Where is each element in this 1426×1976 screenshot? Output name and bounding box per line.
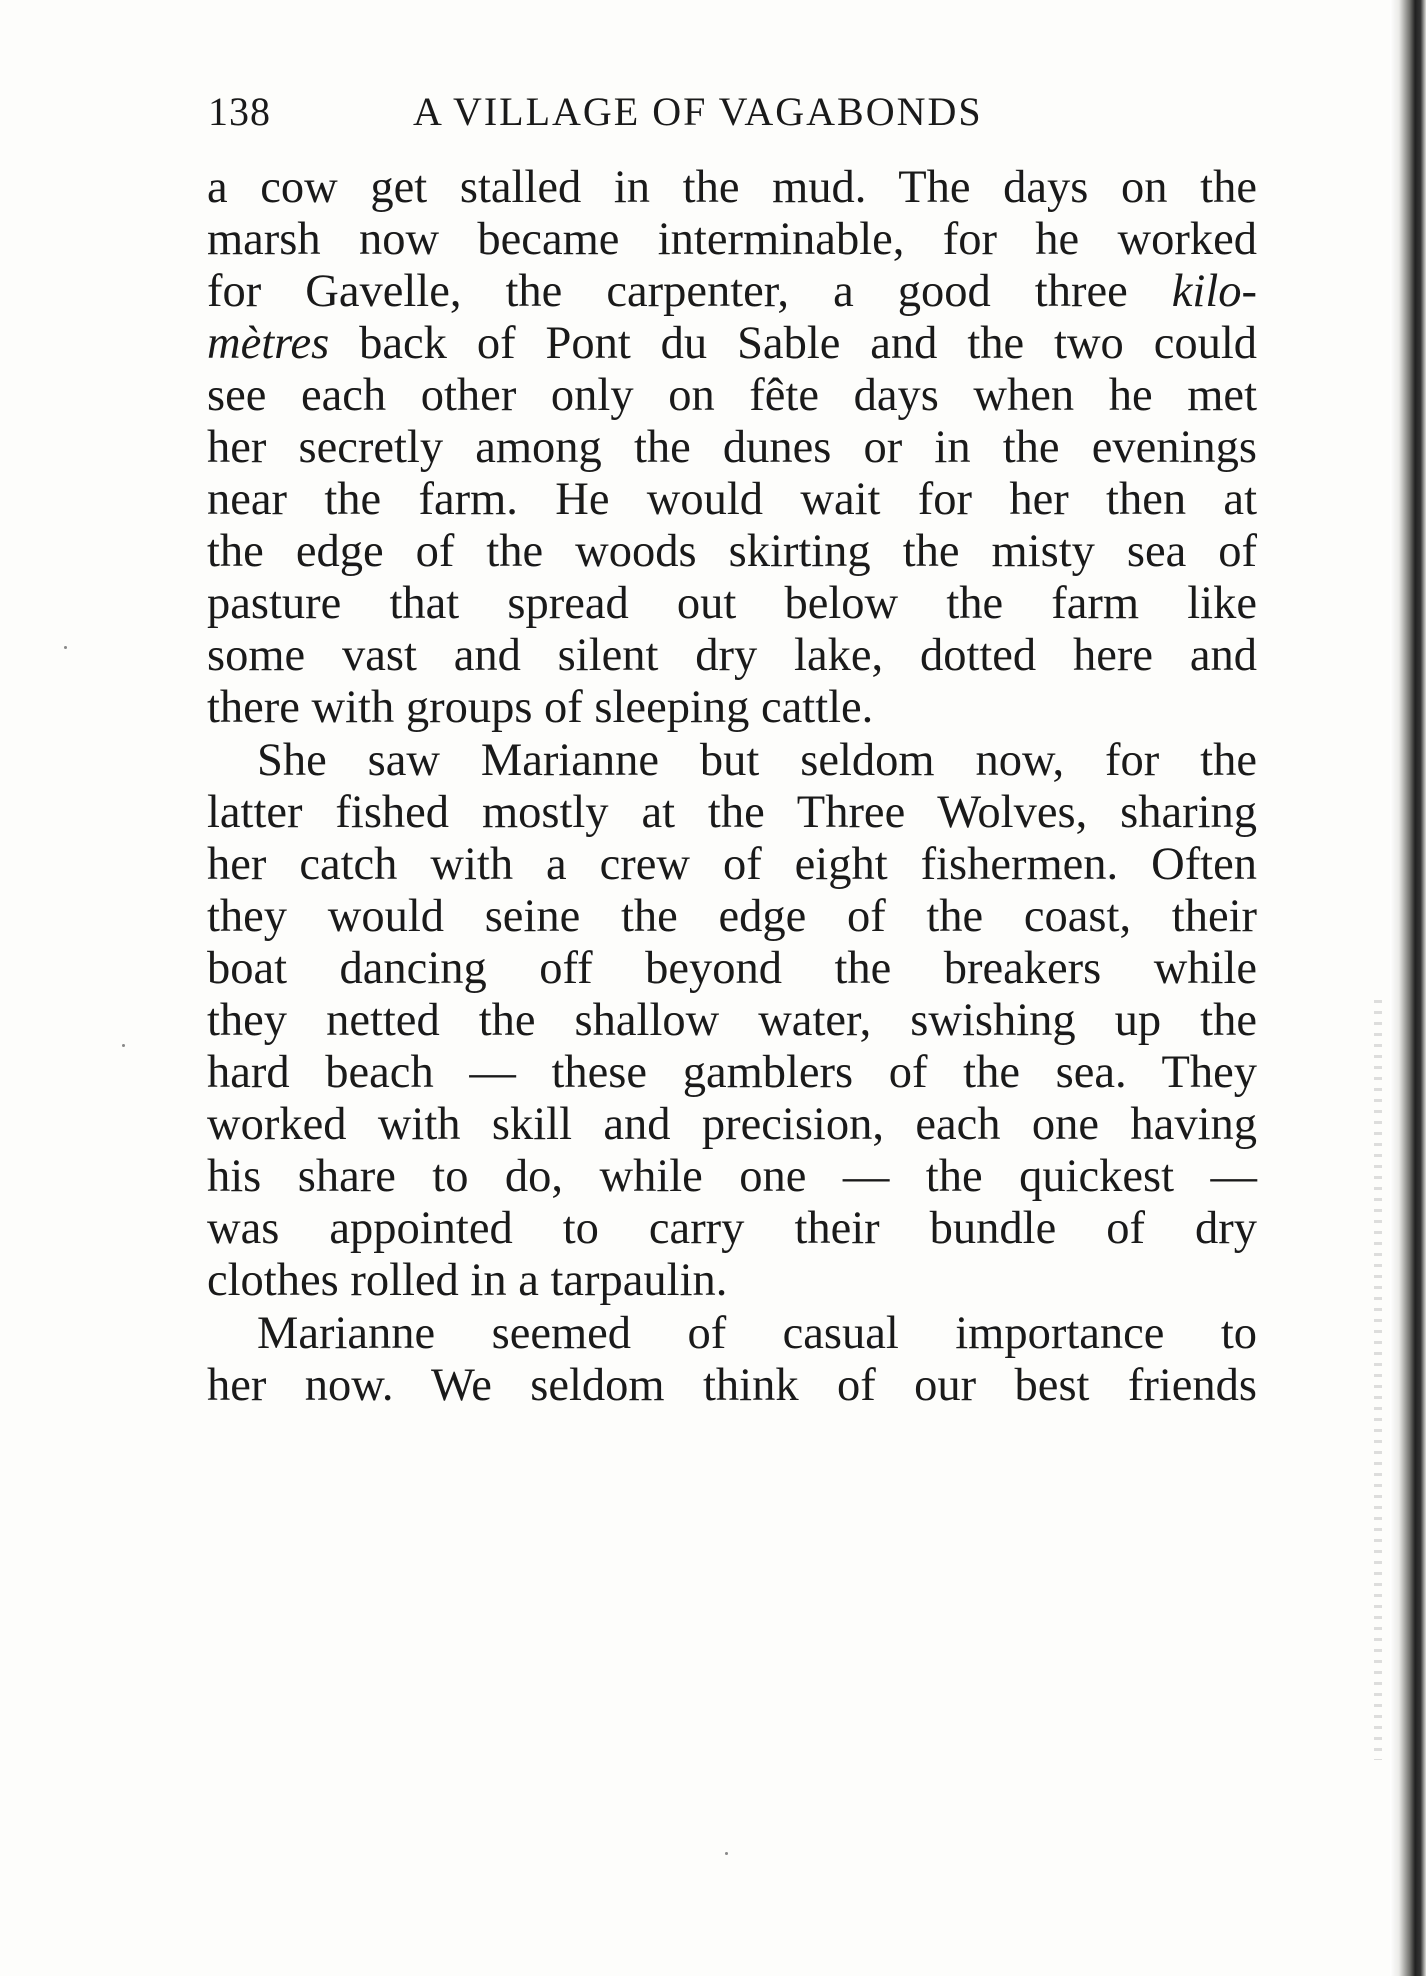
text-line: some vast and silent dry lake, dotted here and [207, 630, 1257, 681]
scan-speck [64, 646, 67, 649]
text-line: his share to do, while one — the quickest — [207, 1151, 1257, 1202]
page-number: 138 [208, 89, 271, 134]
text-line: She saw Marianne but seldom now, for the [257, 735, 1257, 786]
text-line: pasture that spread out below the farm like [207, 578, 1257, 629]
text-line: the edge of the woods skirting the misty sea of [207, 526, 1257, 577]
text-segment: for Gavelle, the carpenter, a good three [207, 266, 1128, 317]
scan-speck [725, 1852, 728, 1855]
italic-text: mètres [207, 318, 330, 369]
running-title: A VILLAGE OF VAGABONDS [413, 89, 983, 134]
text-line: her secretly among the dunes or in the evenings [207, 422, 1257, 473]
text-line: hard beach — these gamblers of the sea. They [207, 1047, 1257, 1098]
text-line: there with groups of sleeping cattle. [207, 682, 874, 733]
text-line: a cow get stalled in the mud. The days on the [207, 162, 1257, 213]
text-line: latter fished mostly at the Three Wolves, sharing [207, 787, 1257, 838]
binding-shadow [1374, 1000, 1382, 1760]
text-line: marsh now became interminable, for he worked [207, 214, 1257, 265]
text-line: was appointed to carry their bundle of dry [207, 1203, 1257, 1254]
text-line: near the farm. He would wait for her then at [207, 474, 1257, 525]
text-line: boat dancing off beyond the breakers while [207, 943, 1257, 994]
italic-text: kilo- [1171, 266, 1257, 317]
binding-edge [1390, 0, 1426, 1976]
text-line: see each other only on fête days when he met [207, 370, 1257, 421]
text-line: her catch with a crew of eight fishermen. Often [207, 839, 1257, 890]
page-header [208, 88, 1268, 148]
text-line: they netted the shallow water, swishing up the [207, 995, 1257, 1046]
scan-speck [122, 1044, 125, 1047]
text-line: Marianne seemed of casual importance to [257, 1308, 1257, 1359]
text-segment: back of Pont du Sable and the two could [359, 318, 1257, 369]
text-line: worked with skill and precision, each one having [207, 1099, 1257, 1150]
text-line: her now. We seldom think of our best friends [207, 1360, 1257, 1411]
text-line: they would seine the edge of the coast, their [207, 891, 1257, 942]
text-line: clothes rolled in a tarpaulin. [207, 1255, 728, 1306]
